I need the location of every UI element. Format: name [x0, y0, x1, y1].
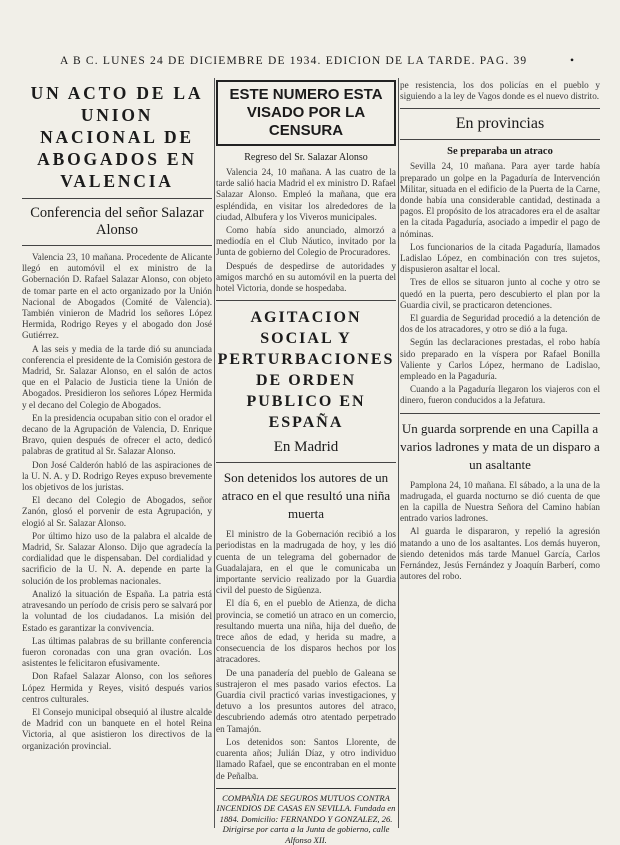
headline-agitacion: AGITACION SOCIAL Y PERTURBACIONES DE ORDEN PUBLICO EN ESPAÑA	[217, 309, 395, 432]
paragraph: El día 6, en el pueblo de Atienza, de dicha provincia, se cometió un atraco en un comercio, resultando muerta una niña, hija del dueño, de trece años de edad, y herida su madre, a consecuencia de los disparos hechos por los atracadores.	[216, 598, 396, 665]
paragraph: Los detenidos son: Santos Llorente, de cuarenta años; Julián Díaz, y otro individuo llamado Rafael, que se encontraban en el monte de Peñalba.	[216, 736, 396, 781]
censorship-box: ESTE NUMERO ESTA VISADO POR LA CENSURA	[216, 80, 396, 146]
header-mark: •	[570, 55, 576, 67]
divider	[216, 462, 396, 463]
divider	[400, 413, 600, 414]
paragraph: Por último hizo uso de la palabra el alcalde de Madrid, Sr. Salazar Alonso. Dijo que agradecía la cordialidad que le dispensaban. Del cordialidad y sacrificio de la U. N. A. depende en parte la solución de los problemas nacionales.	[22, 530, 212, 586]
paragraph: De una panadería del pueblo de Galeana se sustrajeron el mes pasado varios efectos. La Guardia civil practicó varias investigaciones, y detuvo a los presuntos autores del atraco, descubriendo además otro atentado perpetrado en Tamajón.	[216, 667, 396, 734]
subhead-regreso: Regreso del Sr. Salazar Alonso	[244, 152, 368, 163]
paragraph: Sevilla 24, 10 mañana. Para ayer tarde había preparado un golpe en la Pagaduría de Intervención Militar, situada en el edificio de la Puerta de la Carne, donde había una considerable cantidad, destinada a pagos. El propósito de los atracadores era el de asaltar en la citada Pagaduría, asociado a impedir el pago de nóminas.	[400, 161, 600, 239]
paragraph: En la presidencia ocupaban sitio con el orador el decano de la Agrupación de Valencia, D. Enrique Bravo, quien después de ofrecer el acto, dedicó palabras de gratitud al Sr. Salazar Alonso.	[22, 412, 212, 457]
subhead-conferencia: Conferencia del señor Salazar Alonso	[30, 205, 204, 238]
subhead-guarda: Un guarda sorprende en una Capilla a varios ladrones y mata de un disparo a un asaltante	[400, 420, 600, 472]
paragraph: A las seis y media de la tarde dió su anunciada conferencia el presidente de la Comisión gestora de Madrid, Sr. Salazar Alonso, en el salón de actos que en el Palacio de Justicia tiene la Unión de Abogados. Presidieron los señores López Hermida y el decano del Colegio de Abogados.	[22, 343, 212, 410]
paragraph: Cuando a la Pagaduría llegaron los viajeros con el dinero, fueron conducidos a la Jefatura.	[400, 384, 600, 406]
paragraph: Los funcionarios de la citada Pagaduría, llamados Ladislao López, en combinación con tres sujetos, dispusieron asaltar el local.	[400, 241, 600, 275]
paragraph: El guardia de Seguridad procedió a la detención de dos de los atracadores, y otro se dió a la fuga.	[400, 313, 600, 335]
paragraph: Valencia 24, 10 mañana. A las cuatro de la tarde salió hacia Madrid el ex ministro D. Rafael Salazar Alonso. Empleó la mañana, que era espléndida, en visitar los alrededores de la ciudad, Albufera y los Viveros municipales.	[216, 167, 396, 222]
paragraph: Valencia 23, 10 mañana. Procedente de Alicante llegó en automóvil el ex ministro de la Gobernación D. Rafael Salazar Alonso, con objeto de tomar parte en el acto organizado por la Unión Nacional de Abogados (Comité de Valencia). También vinieron de Madrid los señores López Hermida, Rodrigo Reyes y el abogado don José Gutiérrez.	[22, 252, 212, 341]
headline-abogados: UN ACTO DE LA UNION NACIONAL DE ABOGADOS EN VALENCIA	[30, 83, 204, 191]
subhead-atraco-nina: Son detenidos los autores de un atraco en el que resultó una niña muerta	[221, 470, 391, 522]
subhead-madrid: En Madrid	[273, 439, 339, 456]
paragraph: El ministro de la Gobernación recibió a los periodistas en la madrugada de hoy, y les dió cuenta de un telegrama del gobernador de Guadalajara, en el que le comunicaba un importante servicio realizado por la Guardia civil del puesto de Sigüenza.	[216, 529, 396, 596]
insurance-notice: COMPAÑIA DE SEGUROS MUTUOS CONTRA INCENDIOS DE CASAS EN SEVILLA. Fundada en 1884. Domicilio: FERNANDO Y GONZALEZ, 26. Dirigirse por carta a la Junta de gobierno, calle Alfonso XII.	[216, 788, 396, 845]
column-left	[22, 80, 212, 825]
column-rule	[214, 78, 215, 828]
paragraph: Al guarda le dispararon, y repelió la agresión matando a uno de los asaltantes. Los demás huyeron, siendo detenidos más tarde Manuel García, Carlos Fernández, Jesús Fernández y Joaquín Barberí, como autores del robo.	[400, 526, 600, 582]
divider	[400, 139, 600, 140]
divider	[216, 300, 396, 301]
paragraph: Don Rafael Salazar Alonso, con los señores López Hermida y Reyes, visitó después varios centros culturales.	[22, 671, 212, 704]
paragraph: El Consejo municipal obsequió al ilustre alcalde de Madrid con un banquete en el hotel Reina Victoria, al que asistieron los directivos de la organización provincial.	[22, 706, 212, 751]
column-rule	[398, 78, 399, 828]
divider	[22, 198, 212, 199]
column-middle	[216, 80, 396, 845]
column-right	[400, 80, 600, 825]
paragraph: Como había sido anunciado, almorzó a mediodía en el Club Náutico, invitado por la Junta de gobierno del Colegio de Procuradores.	[216, 225, 396, 258]
paragraph: Según las declaraciones prestadas, el robo había sido preparado en la víspera por Rafael Bonilla Valiente y Carlos López, hermano de Ladislao, empleado en la Pagaduría.	[400, 337, 600, 382]
page-header	[60, 55, 580, 67]
subhead-provincias: En provincias	[455, 115, 545, 133]
paragraph: Don José Calderón habló de las aspiraciones de la U. N. A. y D. Rodrigo Reyes expuso brevemente los objetivos de los juristas.	[22, 459, 212, 493]
paragraph: Las últimas palabras de su brillante conferencia fueron coronadas con una gran ovación. Los asistentes le felicitaron efusivamente.	[22, 635, 212, 669]
subhead-atraco: Se preparaba un atraco	[447, 146, 553, 158]
divider	[400, 108, 600, 109]
paragraph: Tres de ellos se situaron junto al coche y otro se quedó en la puerta, pero descubierto el plan por la Guardia civil, se practicaron detenciones.	[400, 277, 600, 310]
header-text: A B C. LUNES 24 DE DICIEMBRE DE 1934. EDICION DE LA TARDE. PAG. 39	[60, 55, 528, 67]
divider	[22, 245, 212, 246]
paragraph: pe resistencia, los dos policías en el pueblo y siguiendo a la ley de Vagos donde es el nuevo distrito.	[400, 80, 600, 102]
paragraph: Pamplona 24, 10 mañana. El sábado, a la una de la madrugada, el guarda nocturno se dió cuenta de que en la capilla de Nuestra Señora del Camino habían entrado varios ladrones.	[400, 479, 600, 524]
paragraph: Después de despedirse de autoridades y amigos marchó en su automóvil en la puerta del hotel Victoria, donde se hospedaba.	[216, 260, 396, 294]
paragraph: Analizó la situación de España. La patria está atravesando un período de crisis pero se salvará por la voluntad de los ciudadanos. La misión del Estado es garantizar la convivencia.	[22, 588, 212, 633]
paragraph: El decano del Colegio de Abogados, señor Zanón, glosó el porvenir de esta Agrupación, y elogió al Sr. Salazar Alonso.	[22, 495, 212, 528]
